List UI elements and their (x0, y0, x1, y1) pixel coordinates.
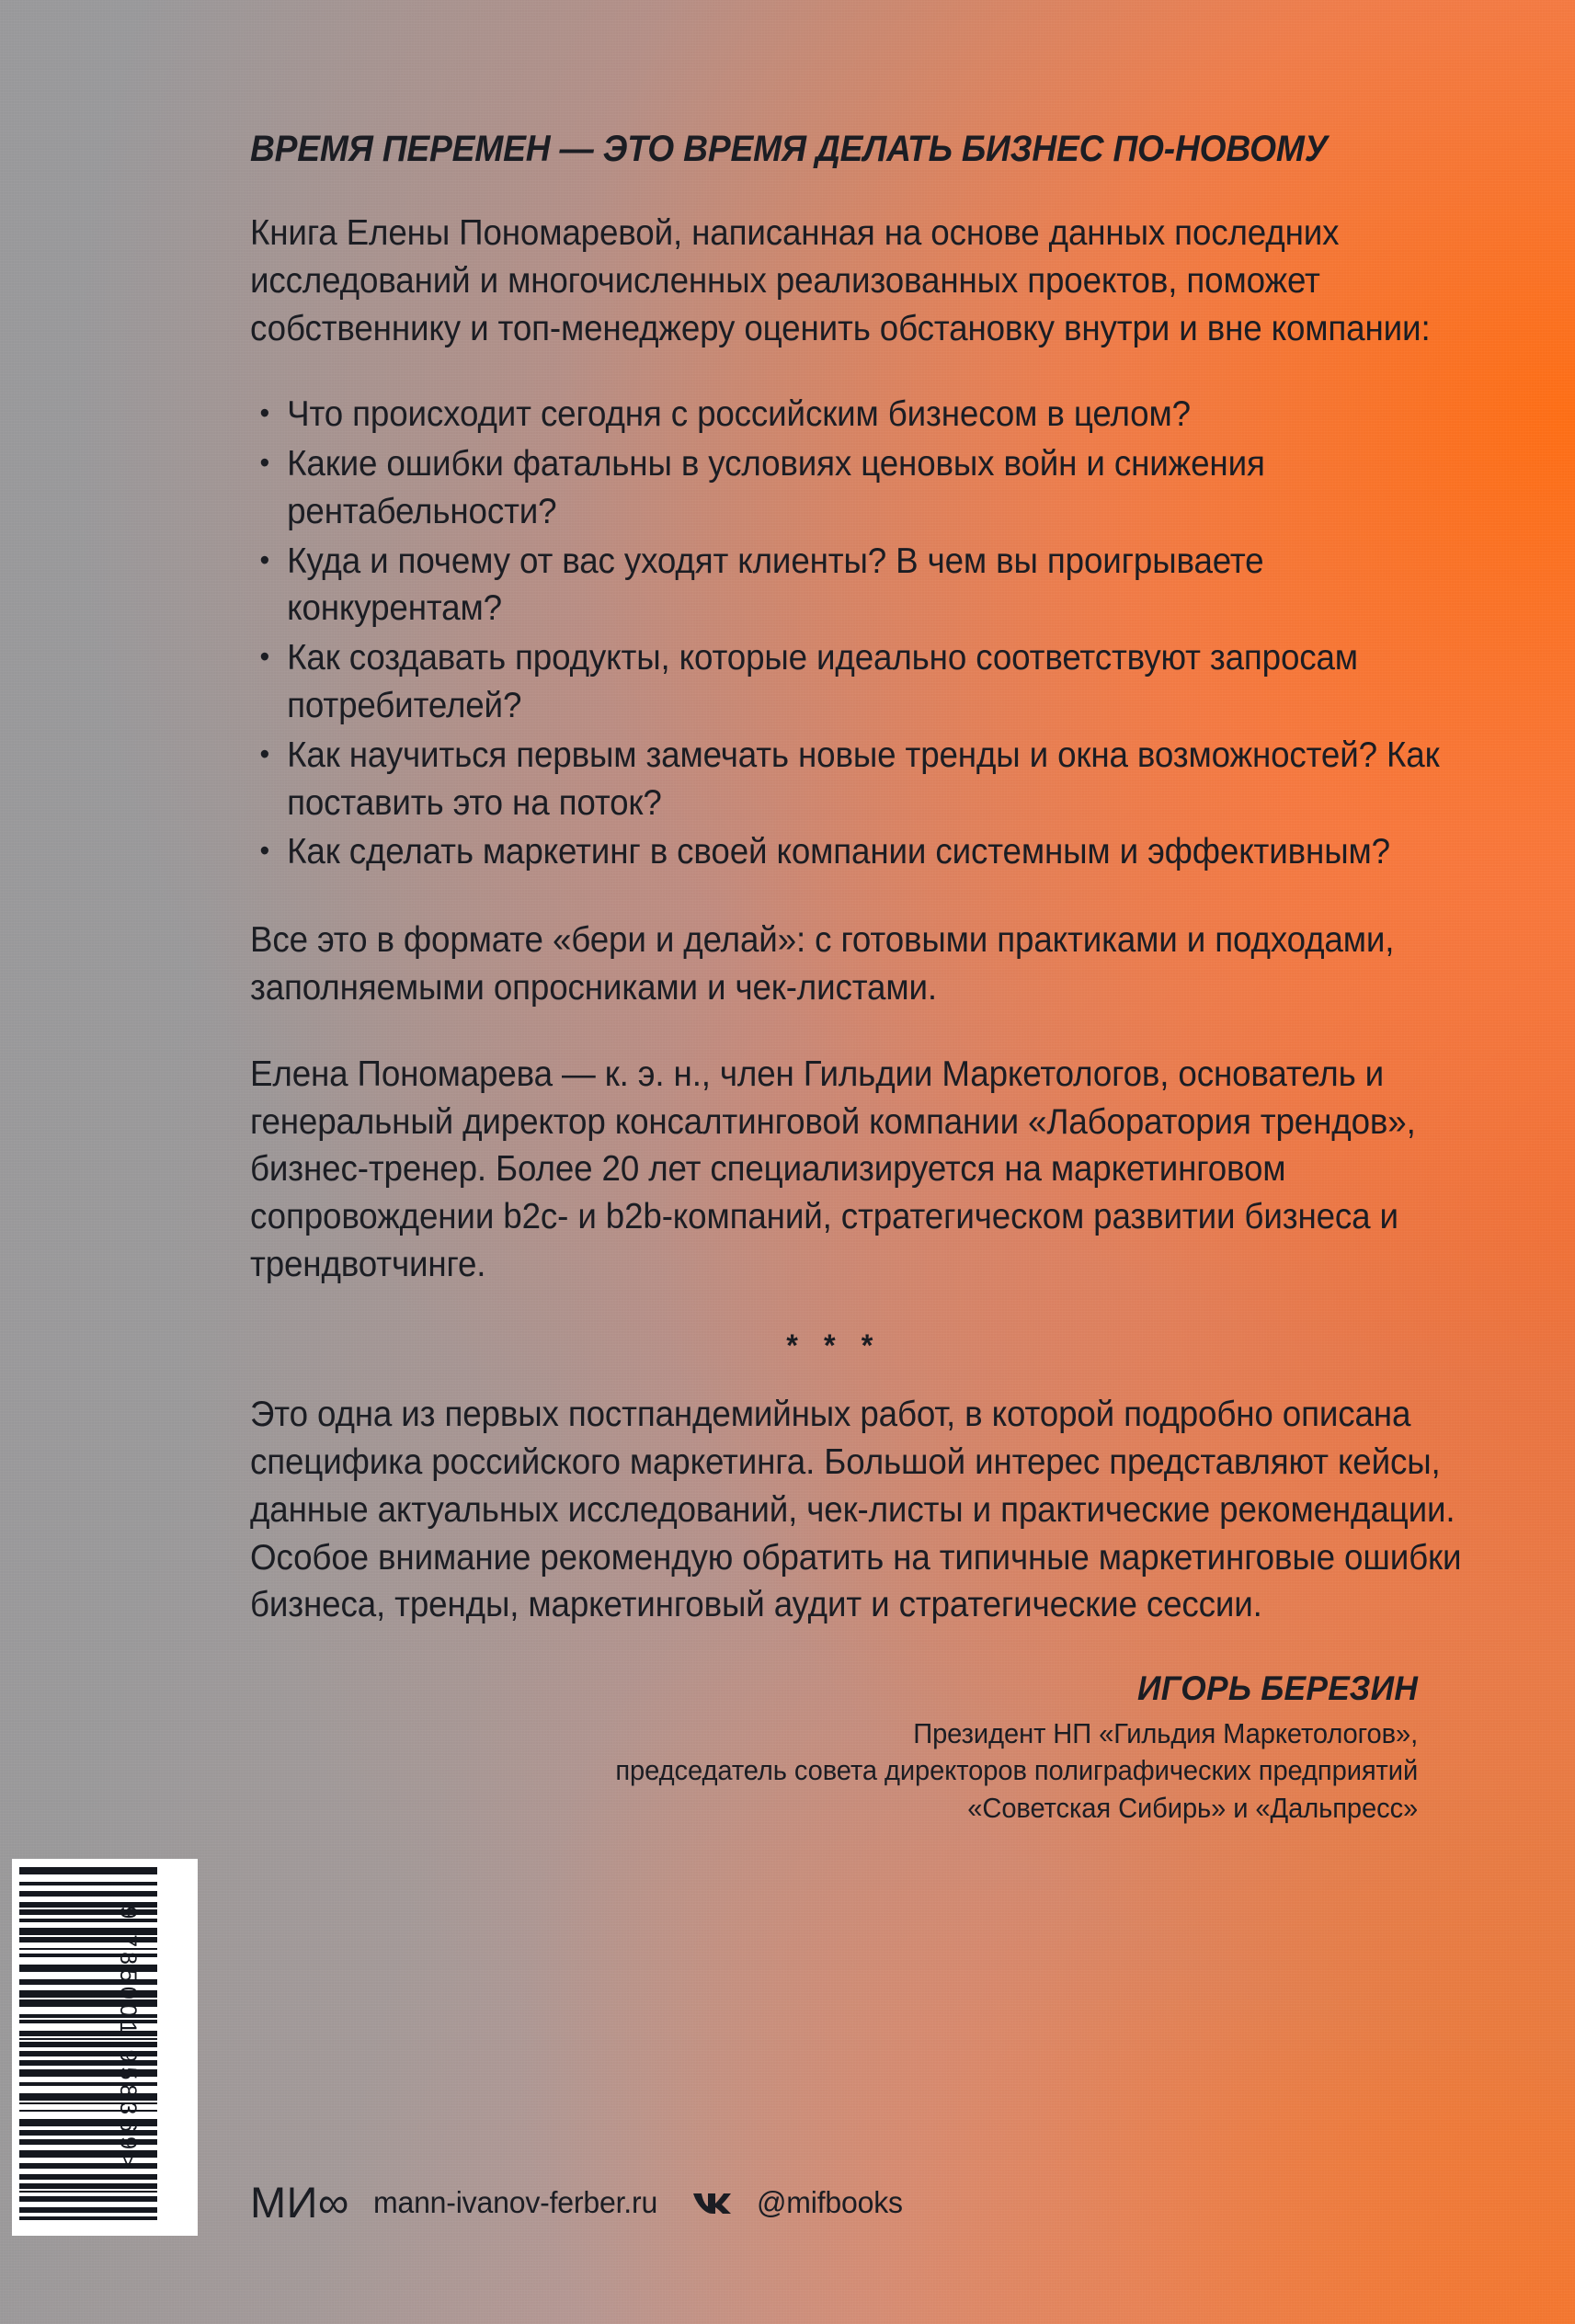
publisher-social-handle: @mifbooks (756, 2185, 903, 2219)
reviewer-attribution (250, 1668, 1418, 1827)
list-item: • Что происходит сегодня с российским бизнесом в целом? (250, 391, 1472, 439)
question-list (250, 391, 1472, 876)
reviewer-name: ИГОРЬ БЕРЕЗИН (1136, 1669, 1419, 1708)
list-item: • Как создавать продукты, которые идеально соответствуют запросам потребителей? (250, 634, 1472, 730)
format-note-paragraph: Все это в формате «бери и делай»: с готовыми практиками и подходами, заполняемыми опросниками и чек-листами. (250, 920, 1395, 1008)
author-bio-paragraph: Елена Пономарева — к. э. н., член Гильдии Маркетологов, основатель и генеральный директор консалтинговой компании «Лаборатория трендов», бизнес-тренер. Более 20 лет специализируется на маркетинговом сопровождении b2c- и b2b-компаний, стратегическом развитии бизнеса и трендвотчинге. (250, 1054, 1416, 1284)
list-item: • Как научиться первым замечать новые тренды и окна возможностей? Как поставить это на поток? (250, 732, 1472, 827)
reviewer-title-line-2: председатель совета директоров полиграфических предприятий (615, 1755, 1419, 1787)
page-title: ВРЕМЯ ПЕРЕМЕН — ЭТО ВРЕМЯ ДЕЛАТЬ БИЗНЕС ПО-НОВОМУ (250, 129, 1328, 169)
intro-paragraph: Книга Елены Пономаревой, написанная на основе данных последних исследований и многочисленных реализованных проектов, поможет собственнику и топ-менеджеру оценить обстановку внутри и вне компании: (250, 213, 1431, 348)
publisher-website: mann-ivanov-ferber.ru (372, 2185, 658, 2219)
mif-logo: МИ∞ (250, 2178, 349, 2227)
body-copy (250, 210, 1472, 1827)
reviewer-title-line-1: Президент НП «Гильдия Маркетологов», (913, 1717, 1419, 1749)
list-item: • Куда и почему от вас уходят клиенты? В чем вы проигрываете конкурентам? (250, 538, 1472, 633)
isbn-barcode (12, 1859, 198, 2236)
list-item: • Какие ошибки фатальны в условиях ценовых войн и снижения рентабельности? (250, 440, 1472, 536)
publisher-footer (250, 2178, 907, 2227)
list-item: • Как сделать маркетинг в своей компании системным и эффективным? (250, 828, 1472, 876)
section-divider: * * * (786, 1327, 882, 1363)
vk-icon[interactable] (690, 2188, 733, 2217)
cover-content (250, 129, 1473, 1827)
barcode-digits: 9 785001 958369> (115, 1906, 141, 2172)
review-paragraph: Это одна из первых постпандемийных работ, в которой подробно описана специфика российского маркетинга. Большой интерес представляют кейсы, данные актуальных исследований, чек-листы и практические рекомендации. Особое внимание рекомендую обратить на типичные маркетинговые ошибки бизнеса, тренды, маркетинговый аудит и стратегические сессии. (250, 1395, 1462, 1625)
reviewer-title-line-3: «Советская Сибирь» и «Дальпресс» (967, 1792, 1419, 1824)
